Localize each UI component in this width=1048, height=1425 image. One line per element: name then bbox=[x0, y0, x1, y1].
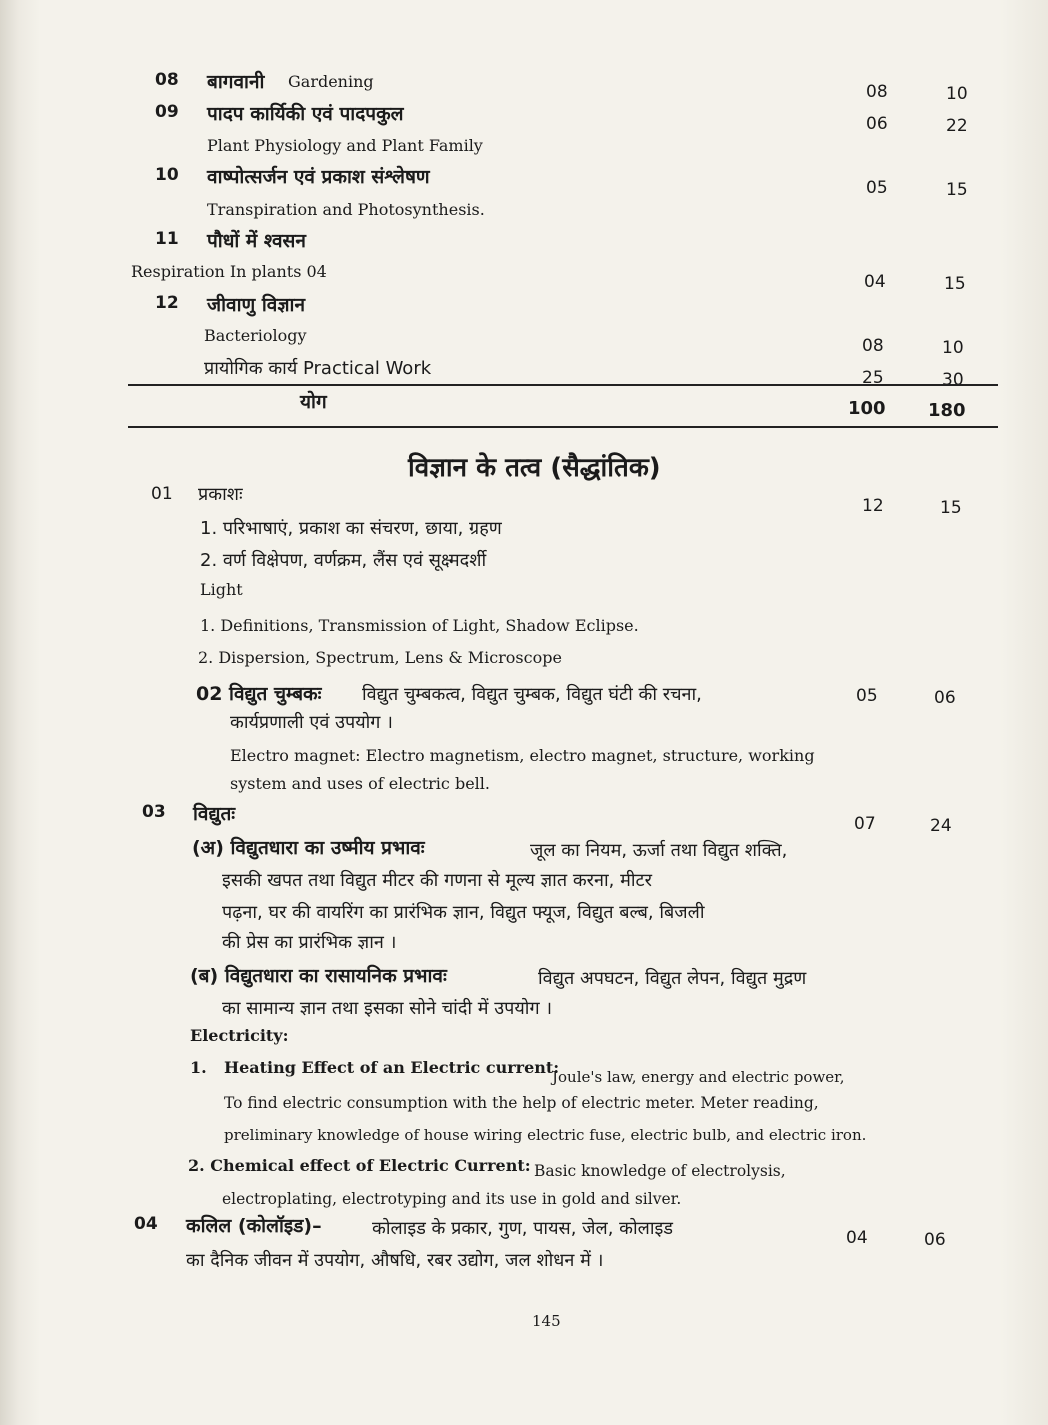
topic-english-line: system and uses of electric bell. bbox=[230, 774, 490, 793]
total-value-a: 100 bbox=[848, 398, 886, 419]
row-value-a: 08 bbox=[866, 82, 888, 102]
practical-work-label: प्रायोगिक कार्य Practical Work bbox=[204, 358, 432, 379]
practical-value-b: 30 bbox=[942, 370, 964, 390]
topic-hindi-line: इसकी खपत तथा विद्युत मीटर की गणना से मूल्य ज्ञात करना, मीटर bbox=[222, 870, 652, 891]
topic-hindi-line: जूल का नियम, ऊर्जा तथा विद्युत शक्ति, bbox=[530, 840, 788, 861]
subtopic-heading: (ब) विद्युतधारा का रासायनिक प्रभावः bbox=[190, 965, 447, 987]
topic-number: 04 bbox=[134, 1214, 158, 1234]
row-value-a: 08 bbox=[862, 336, 884, 356]
row-hindi-title: पौधों में श्वसन bbox=[207, 230, 306, 252]
row-value-b: 10 bbox=[946, 84, 968, 104]
row-hindi-title: वाष्पोत्सर्जन एवं प्रकाश संश्लेषण bbox=[207, 166, 430, 188]
topic-hindi-line: कोलाइड के प्रकार, गुण, पायस, जेल, कोलाइड bbox=[372, 1218, 673, 1239]
subtopic-english-heading: Heating Effect of an Electric current: bbox=[224, 1058, 560, 1077]
row-number: 10 bbox=[155, 165, 179, 185]
topic-number: 01 bbox=[151, 484, 173, 504]
row-value-a: 04 bbox=[864, 272, 886, 292]
practical-value-a: 25 bbox=[862, 368, 884, 388]
topic-hindi-line: 2. वर्ण विक्षेपण, वर्णक्रम, लैंस एवं सूक्ष्मदर्शी bbox=[200, 550, 487, 571]
topic-hindi-line: की प्रेस का प्रारंभिक ज्ञान । bbox=[222, 932, 397, 953]
topic-hindi-line: का सामान्य ज्ञान तथा इसका सोने चांदी में उपयोग । bbox=[222, 998, 553, 1019]
topic-english-heading: Light bbox=[200, 580, 243, 599]
topic-value-a: 12 bbox=[862, 496, 884, 516]
list-number: 1. bbox=[190, 1058, 207, 1077]
topic-value-b: 24 bbox=[930, 816, 952, 836]
topic-value-b: 15 bbox=[940, 498, 962, 518]
row-value-b: 15 bbox=[946, 180, 968, 200]
row-english-title: Plant Physiology and Plant Family bbox=[207, 136, 483, 155]
topic-english-line: Joule's law, energy and electric power, bbox=[552, 1068, 845, 1086]
row-hindi-title: पादप कार्यिकी एवं पादपकुल bbox=[207, 103, 404, 125]
topic-heading: 02 विद्युत चुम्बकः bbox=[196, 683, 322, 705]
row-value-a: 06 bbox=[866, 114, 888, 134]
row-hindi-title: बागवानी bbox=[207, 71, 265, 93]
row-english-title: Bacteriology bbox=[204, 326, 307, 345]
row-number: 09 bbox=[155, 102, 179, 122]
row-hindi-title: जीवाणु विज्ञान bbox=[207, 294, 305, 316]
topic-value-a: 04 bbox=[846, 1228, 868, 1248]
topic-value-b: 06 bbox=[934, 688, 956, 708]
section-title: विज्ञान के तत्व (सैद्धांतिक) bbox=[408, 453, 661, 483]
topic-heading: प्रकाशः bbox=[198, 484, 243, 505]
row-value-b: 22 bbox=[946, 116, 968, 136]
row-number: 12 bbox=[155, 293, 179, 313]
row-value-b: 15 bbox=[944, 274, 966, 294]
row-number: 08 bbox=[155, 70, 179, 90]
total-label: योग bbox=[300, 391, 327, 413]
topic-number: 03 bbox=[142, 802, 166, 822]
table-rule-bottom bbox=[128, 426, 998, 428]
row-english-title: Gardening bbox=[288, 72, 374, 91]
topic-hindi-line: विद्युत चुम्बकत्व, विद्युत चुम्बक, विद्युत घंटी की रचना, bbox=[362, 684, 702, 705]
row-value-b: 10 bbox=[942, 338, 964, 358]
topic-heading: कलिल (कोलॉइड)– bbox=[186, 1215, 322, 1237]
topic-english-heading: Electricity: bbox=[190, 1026, 289, 1045]
topic-english-line: To find electric consumption with the help of electric meter. Meter reading, bbox=[224, 1094, 819, 1112]
topic-english-line: 1. Definitions, Transmission of Light, Shadow Eclipse. bbox=[200, 616, 639, 635]
topic-heading: विद्युतः bbox=[193, 803, 236, 825]
subtopic-english-heading: 2. Chemical effect of Electric Current: bbox=[188, 1156, 531, 1175]
topic-english-line: preliminary knowledge of house wiring electric fuse, electric bulb, and electric iron. bbox=[224, 1126, 867, 1144]
topic-hindi-line: पढ़ना, घर की वायरिंग का प्रारंभिक ज्ञान, विद्युत फ्यूज, विद्युत बल्ब, बिजली bbox=[222, 902, 705, 923]
topic-value-a: 07 bbox=[854, 814, 876, 834]
row-english-title: Transpiration and Photosynthesis. bbox=[207, 200, 485, 219]
topic-hindi-line: 1. परिभाषाएं, प्रकाश का संचरण, छाया, ग्रहण bbox=[200, 518, 502, 539]
topic-value-a: 05 bbox=[856, 686, 878, 706]
topic-hindi-line: का दैनिक जीवन में उपयोग, औषधि, रबर उद्योग, जल शोधन में । bbox=[186, 1250, 604, 1271]
row-english-title: Respiration In plants 04 bbox=[131, 262, 327, 281]
row-number: 11 bbox=[155, 229, 179, 249]
topic-english-line: electroplating, electrotyping and its use in gold and silver. bbox=[222, 1190, 682, 1208]
topic-hindi-line: विद्युत अपघटन, विद्युत लेपन, विद्युत मुद्रण bbox=[538, 968, 807, 989]
total-value-b: 180 bbox=[928, 400, 966, 421]
row-value-a: 05 bbox=[866, 178, 888, 198]
subtopic-heading: (अ) विद्युतधारा का उष्मीय प्रभावः bbox=[192, 837, 425, 859]
topic-english-line: 2. Dispersion, Spectrum, Lens & Microscope bbox=[198, 648, 562, 667]
topic-english-line: Basic knowledge of electrolysis, bbox=[534, 1162, 786, 1180]
topic-english-line: Electro magnet: Electro magnetism, electro magnet, structure, working bbox=[230, 746, 815, 765]
page-number: 145 bbox=[532, 1312, 561, 1330]
topic-value-b: 06 bbox=[924, 1230, 946, 1250]
topic-hindi-line: कार्यप्रणाली एवं उपयोग । bbox=[230, 712, 393, 733]
table-rule-top bbox=[128, 384, 998, 386]
